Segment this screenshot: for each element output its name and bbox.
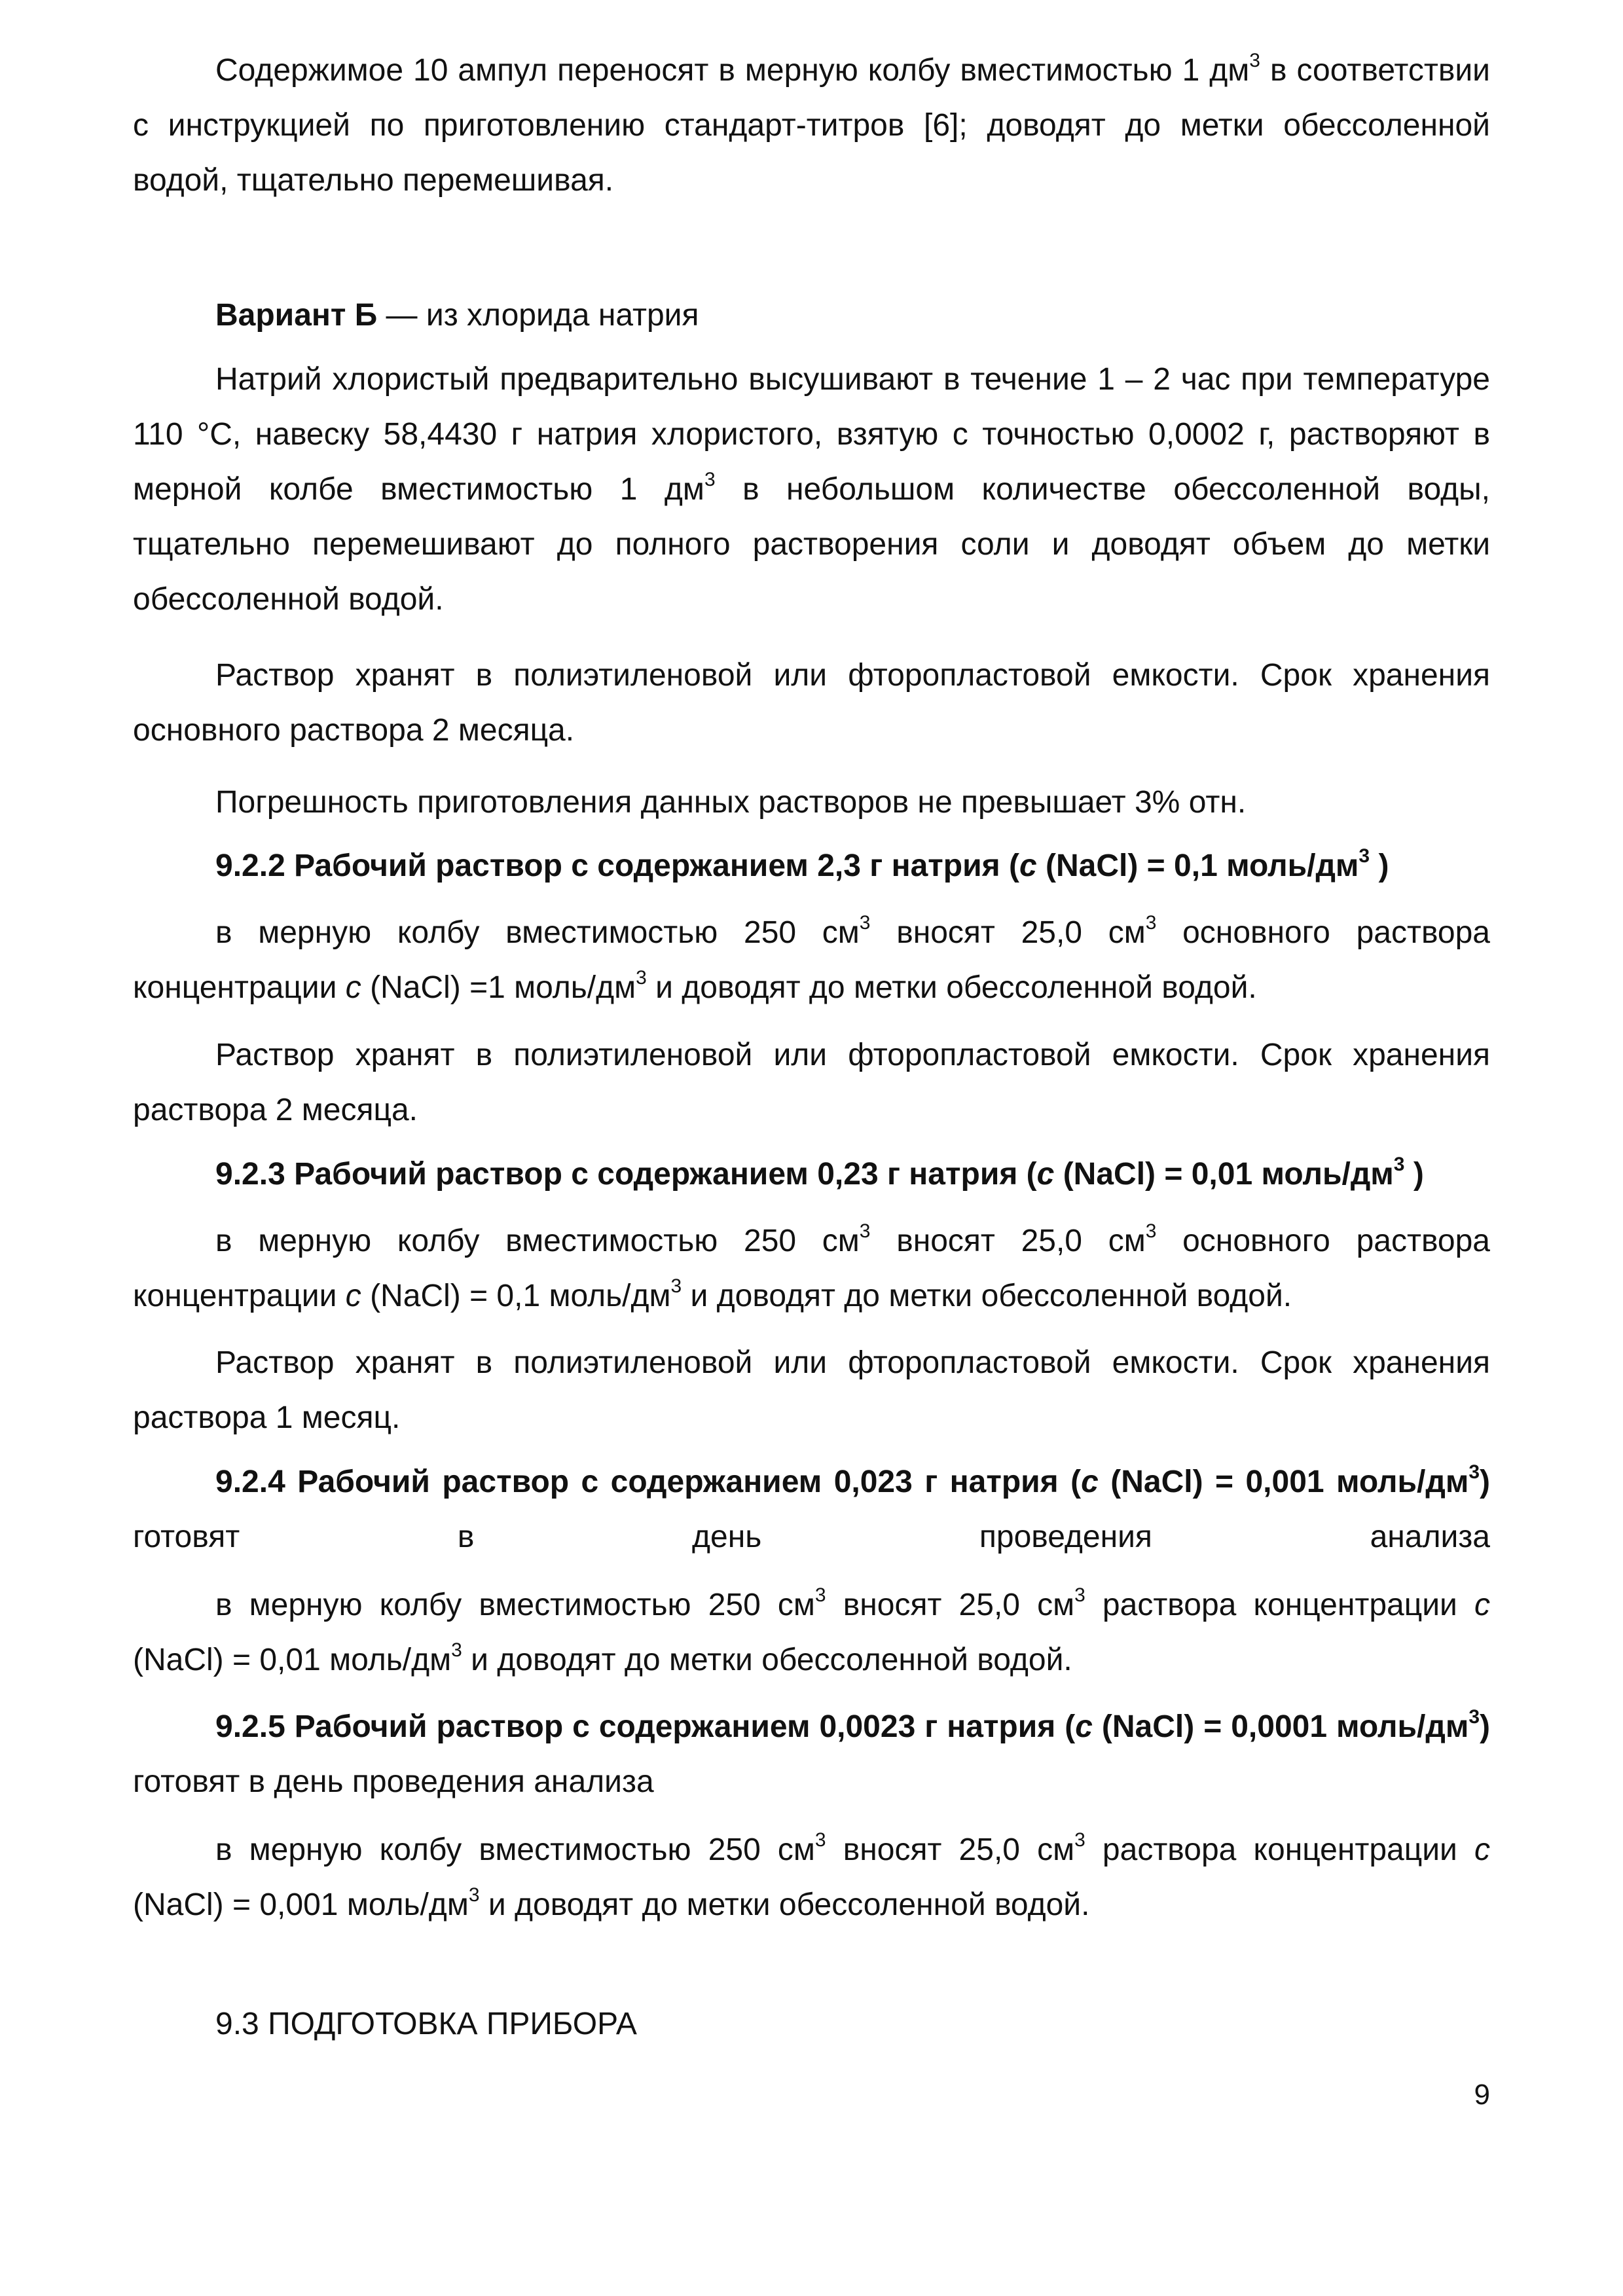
s924-heading-start: 9.2.4 Рабочий раствор с содержанием 0,023 г натрия ( — [215, 1465, 1082, 1499]
section-9-2-2-heading — [133, 839, 1490, 894]
s922-body-mid2: основного раствора концентрации — [133, 915, 1490, 1005]
s925-heading-c: с — [1075, 1709, 1093, 1744]
s925-body-c: с — [1474, 1832, 1491, 1867]
prep-b-text-end: в небольшом количестве обессоленной воды, тщательно перемешивают до полного растворения соли и доводят объем до метки обессоленной водой. — [133, 472, 1490, 617]
s924-body-start: в мерную колбу вместимостью 250 см — [215, 1588, 815, 1622]
s924-body-mid3: (NaCl) = 0,01 моль/дм — [133, 1643, 452, 1677]
section-9-2-4-heading — [133, 1455, 1490, 1565]
s922-heading-sup: 3 — [1359, 845, 1370, 867]
s922-body-c: с — [345, 970, 361, 1005]
s924-body-sup1: 3 — [814, 1584, 826, 1606]
s925-body-sup2: 3 — [1074, 1829, 1085, 1851]
s923-body-sup2: 3 — [1145, 1220, 1157, 1242]
s924-heading-close: ) — [1480, 1465, 1490, 1499]
s923-body-sup1: 3 — [859, 1220, 871, 1242]
s923-body-c: с — [345, 1279, 361, 1313]
s923-heading-end: ) — [1404, 1157, 1424, 1192]
s922-heading-c: с — [1019, 848, 1037, 883]
s925-body-sup1: 3 — [814, 1829, 826, 1851]
s925-heading-start: 9.2.5 Рабочий раствор с содержанием 0,0023 г натрия ( — [215, 1709, 1076, 1744]
s922-body-sup3: 3 — [636, 967, 647, 989]
s925-body-mid2: раствора концентрации — [1085, 1832, 1475, 1867]
s923-heading-mid: (NaCl) = 0,01 моль/дм — [1054, 1157, 1394, 1192]
s925-heading-close: ) — [1480, 1709, 1491, 1744]
section-9-2-3-storage: Раствор хранят в полиэтиленовой или фторопластовой емкости. Срок хранения раствора 1 месяц. — [133, 1345, 1490, 1435]
intro-text-end: в соответствии с инструкцией по приготовлению стандарт-титров [6]; доводят до метки обессоленной водой, тщательно перемешивая. — [133, 53, 1490, 198]
s923-heading-c: с — [1036, 1157, 1055, 1192]
s922-body-end: и доводят до метки обессоленной водой. — [646, 970, 1257, 1005]
s925-heading-mid: (NaCl) = 0,0001 моль/дм — [1092, 1709, 1469, 1744]
section-9-2-2-storage: Раствор хранят в полиэтиленовой или фторопластовой емкости. Срок хранения раствора 2 месяца. — [133, 1038, 1490, 1127]
s924-body-sup3: 3 — [451, 1639, 462, 1661]
s922-heading-end: ) — [1370, 848, 1389, 883]
section-9-2-4-body — [133, 1578, 1490, 1688]
document-page — [133, 0, 1490, 2296]
s923-heading-sup: 3 — [1393, 1154, 1405, 1175]
s922-heading-mid: (NaCl) = 0,1 моль/дм — [1036, 848, 1359, 883]
s924-heading-c: с — [1081, 1465, 1099, 1499]
s925-heading-sup: 3 — [1468, 1706, 1480, 1728]
section-9-3-heading: 9.3 ПОДГОТОВКА ПРИБОРА — [215, 2007, 637, 2041]
s924-body-sup2: 3 — [1074, 1584, 1085, 1606]
preparation-error-note: Погрешность приготовления данных растворов не превышает 3% отн. — [215, 785, 1247, 820]
variant-b-heading — [133, 288, 1490, 343]
s925-heading-end: готовят в день проведения анализа — [133, 1764, 654, 1799]
s922-body-mid: вносят 25,0 см — [870, 915, 1146, 950]
variant-b-title: Вариант Б — [215, 298, 378, 333]
variant-b-subtitle: — из хлорида натрия — [377, 298, 699, 333]
variant-b-preparation — [133, 352, 1490, 627]
s924-heading-mid: (NaCl) = 0,001 моль/дм — [1098, 1465, 1469, 1499]
intro-paragraph — [133, 43, 1490, 208]
s923-heading-start: 9.2.3 Рабочий раствор с содержанием 0,23 г натрия ( — [215, 1157, 1037, 1192]
s925-body-mid: вносят 25,0 см — [826, 1832, 1075, 1867]
s922-heading-start: 9.2.2 Рабочий раствор с содержанием 2,3 г натрия ( — [215, 848, 1019, 883]
s922-body-mid3: (NaCl) =1 моль/дм — [361, 970, 636, 1005]
section-9-2-3-heading — [133, 1147, 1490, 1202]
prep-b-text-start: Натрий хлористый предварительно высушивают в течение 1 – 2 час при температуре 110 °С, навеску 58,4430 г натрия хлористого, взятую с точностью 0,0002 г, растворяют в мерной колбе вместимостью 1 дм — [133, 362, 1490, 507]
section-9-2-2-body — [133, 905, 1490, 1015]
section-9-2-5-heading — [133, 1700, 1490, 1810]
s922-body-start: в мерную колбу вместимостью 250 см — [215, 915, 860, 950]
s923-body-mid: вносят 25,0 см — [870, 1224, 1146, 1258]
page-number: 9 — [1474, 2079, 1490, 2111]
s923-body-start: в мерную колбу вместимостью 250 см — [215, 1224, 860, 1258]
s923-body-sup3: 3 — [670, 1275, 682, 1297]
s922-body-sup2: 3 — [1145, 912, 1157, 934]
s924-body-mid2: раствора концентрации — [1085, 1588, 1475, 1622]
s925-body-end: и доводят до метки обессоленной водой. — [479, 1887, 1090, 1922]
s924-body-end: и доводят до метки обессоленной водой. — [462, 1643, 1072, 1677]
s924-body-mid: вносят 25,0 см — [826, 1588, 1075, 1622]
s925-body-sup3: 3 — [468, 1884, 480, 1906]
s925-body-start: в мерную колбу вместимостью 250 см — [215, 1832, 815, 1867]
s924-heading-end: готовят в день проведения анализа — [133, 1520, 1490, 1554]
s923-body-mid2: основного раствора концентрации — [133, 1224, 1490, 1313]
intro-text-start: Содержимое 10 ампул переносят в мерную колбу вместимостью 1 дм — [215, 53, 1250, 88]
s924-heading-sup: 3 — [1468, 1461, 1480, 1483]
s924-body-c: с — [1474, 1588, 1491, 1622]
s925-body-mid3: (NaCl) = 0,001 моль/дм — [133, 1887, 469, 1922]
s923-body-mid3: (NaCl) = 0,1 моль/дм — [361, 1279, 671, 1313]
section-9-2-5-body — [133, 1823, 1490, 1933]
s923-body-end: и доводят до метки обессоленной водой. — [682, 1279, 1292, 1313]
intro-superscript: 3 — [1249, 50, 1260, 71]
prep-b-superscript: 3 — [704, 469, 716, 490]
s922-body-sup1: 3 — [859, 912, 871, 934]
storage-main-solution: Раствор хранят в полиэтиленовой или фторопластовой емкости. Срок хранения основного раствора 2 месяца. — [133, 658, 1490, 748]
section-9-2-3-body — [133, 1214, 1490, 1324]
